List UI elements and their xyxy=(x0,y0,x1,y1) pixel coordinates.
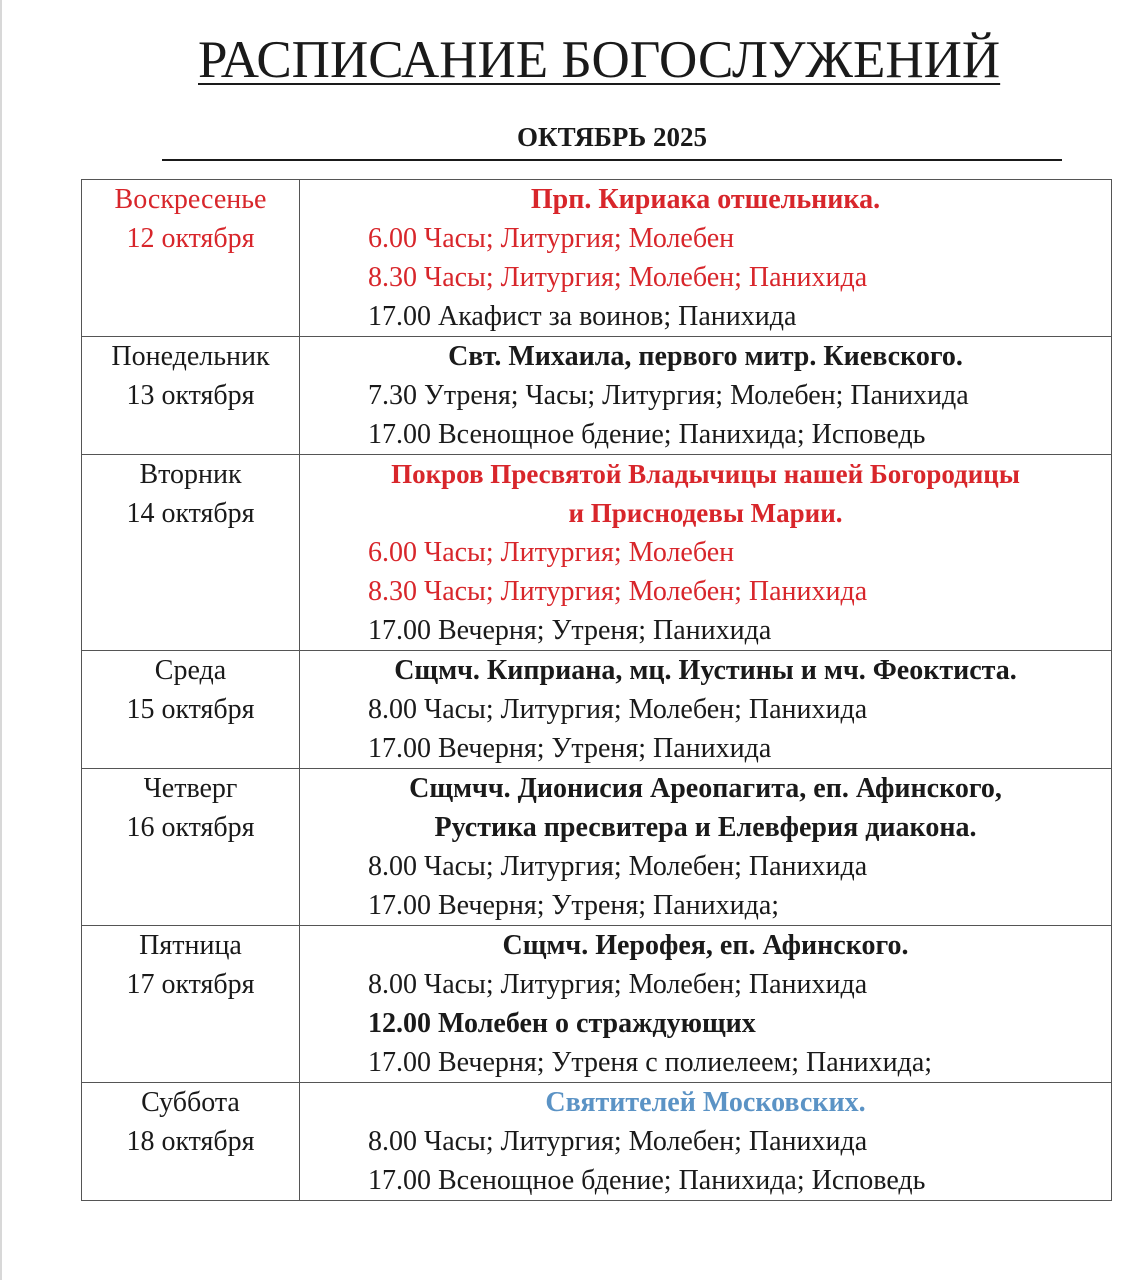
service-line: 6.00 Часы; Литургия; Молебен xyxy=(368,223,735,254)
service-line: 8.00 Часы; Литургия; Молебен; Панихида xyxy=(368,694,868,725)
service-line: 8.30 Часы; Литургия; Молебен; Панихида xyxy=(368,576,868,607)
day-cell xyxy=(82,180,300,337)
services-cell xyxy=(300,180,1112,337)
date: 12 октября xyxy=(126,223,255,254)
weekday: Понедельник xyxy=(111,341,270,372)
services-cell xyxy=(300,455,1112,651)
feast-title: Прп. Кириака отшельника. xyxy=(530,184,881,215)
services-cell xyxy=(300,337,1112,455)
day-cell xyxy=(82,337,300,455)
service-line: 17.00 Акафист за воинов; Панихида xyxy=(368,301,797,332)
page-title: РАСПИСАНИЕ БОГОСЛУЖЕНИЙ xyxy=(198,31,1001,89)
feast-title: Покров Пресвятой Владычицы нашей Богородицы xyxy=(391,459,1020,489)
date: 18 октября xyxy=(126,1126,255,1157)
day-cell xyxy=(82,455,300,651)
weekday: Суббота xyxy=(141,1087,240,1118)
service-line: 17.00 Вечерня; Утреня; Панихида xyxy=(368,733,772,764)
service-line: 6.00 Часы; Литургия; Молебен xyxy=(368,537,735,568)
table-row xyxy=(82,651,1112,769)
weekday: Среда xyxy=(154,655,227,686)
services-cell xyxy=(300,926,1112,1083)
day-cell xyxy=(82,769,300,926)
service-line: 8.00 Часы; Литургия; Молебен; Панихида xyxy=(368,1126,868,1157)
feast-title: Рустика пресвитера и Елевферия диакона. xyxy=(434,812,977,843)
feast-title: Сщмч. Киприана, мц. Иустины и мч. Феоктиста. xyxy=(394,655,1017,686)
page-edge xyxy=(0,0,2,1280)
table-row xyxy=(82,180,1112,337)
feast-title: Сщмч. Иерофея, еп. Афинского. xyxy=(502,930,909,961)
service-line: 7.30 Утреня; Часы; Литургия; Молебен; Панихида xyxy=(368,380,969,411)
feast-title: Сщмчч. Дионисия Ареопагита, еп. Афинского, xyxy=(409,773,1002,804)
service-line: 17.00 Вечерня; Утреня с полиелеем; Панихида; xyxy=(368,1047,933,1078)
service-line: 8.00 Часы; Литургия; Молебен; Панихида xyxy=(368,851,868,882)
date: 17 октября xyxy=(126,969,255,1000)
day-cell xyxy=(82,926,300,1083)
service-line: 17.00 Всенощное бдение; Панихида; Исповедь xyxy=(368,1165,926,1196)
service-line: 8.00 Часы; Литургия; Молебен; Панихида xyxy=(368,969,868,1000)
table-row xyxy=(82,455,1112,651)
day-cell xyxy=(82,651,300,769)
service-line: 8.30 Часы; Литургия; Молебен; Панихида xyxy=(368,262,868,293)
table-row xyxy=(82,926,1112,1083)
table-row xyxy=(82,337,1112,455)
service-line: 12.00 Молебен о страждующих xyxy=(368,1008,756,1039)
date: 13 октября xyxy=(126,380,255,411)
feast-title: и Приснодевы Марии. xyxy=(568,498,843,528)
feast-title: Святителей Московских. xyxy=(545,1087,866,1118)
table-row xyxy=(82,1083,1112,1201)
weekday: Вторник xyxy=(139,459,242,490)
services-cell xyxy=(300,769,1112,926)
table-row xyxy=(82,769,1112,926)
service-line: 17.00 Вечерня; Утреня; Панихида; xyxy=(368,890,780,921)
services-cell xyxy=(300,1083,1112,1201)
day-cell xyxy=(82,1083,300,1201)
feast-title: Свт. Михаила, первого митр. Киевского. xyxy=(448,341,963,372)
services-cell xyxy=(300,651,1112,769)
weekday: Пятница xyxy=(139,930,242,961)
date: 16 октября xyxy=(126,812,255,843)
schedule-table xyxy=(81,179,1112,1201)
date: 14 октября xyxy=(126,498,255,529)
weekday: Четверг xyxy=(143,773,238,804)
service-line: 17.00 Всенощное бдение; Панихида; Исповедь xyxy=(368,419,926,450)
date: 15 октября xyxy=(126,694,255,725)
service-line: 17.00 Вечерня; Утреня; Панихида xyxy=(368,615,772,646)
weekday: Воскресенье xyxy=(114,184,267,215)
month-subtitle: ОКТЯБРЬ 2025 xyxy=(162,116,1062,161)
